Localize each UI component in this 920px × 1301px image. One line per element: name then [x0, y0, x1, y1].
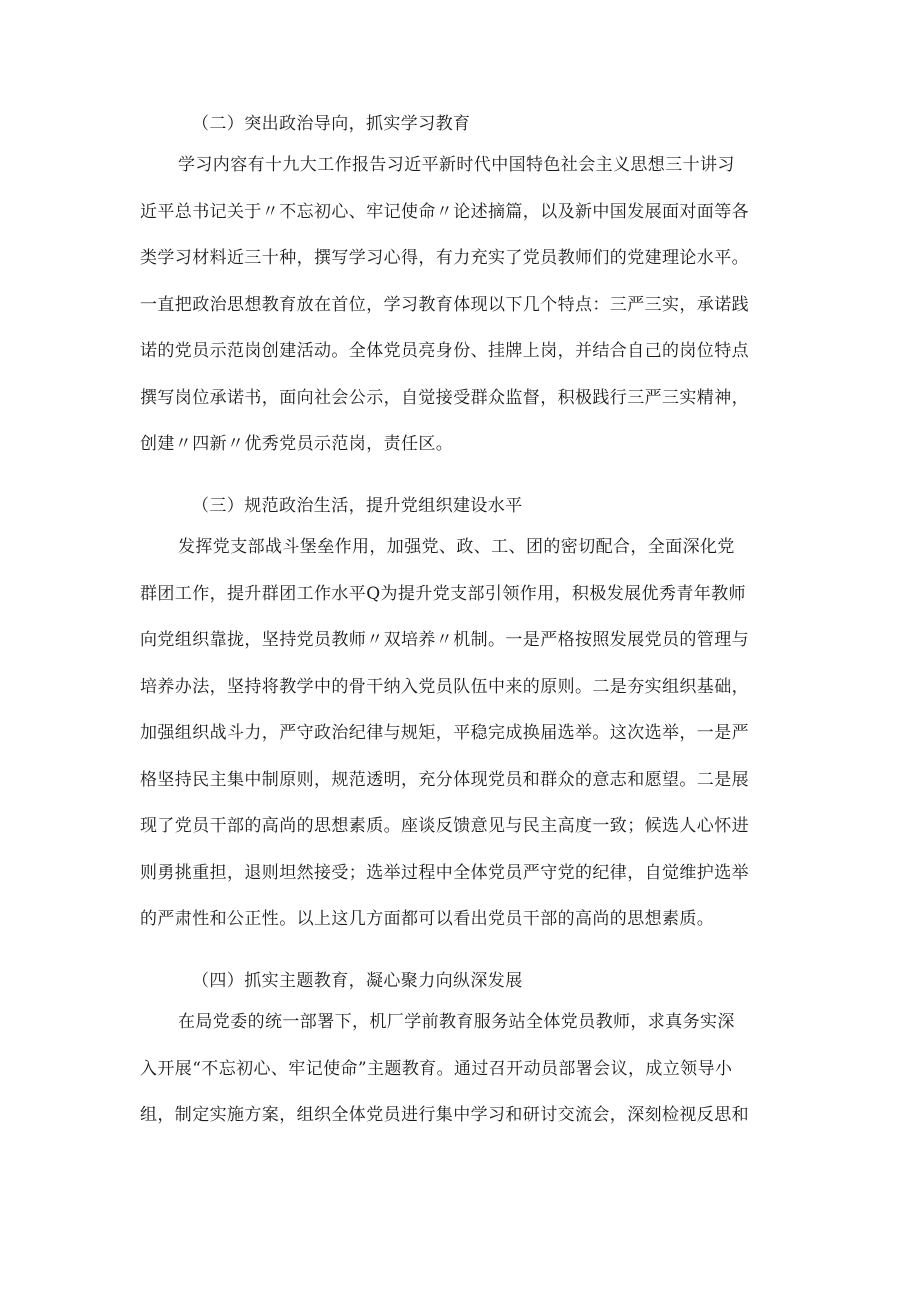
paragraph-line: 诺的党员示范岗创建活动。全体党员亮身份、挂牌上岗，并结合自己的岗位特点 — [140, 341, 749, 361]
paragraph-line: 类学习材料近三十种，撰写学习心得，有力充实了党员教师们的党建理论水平。 — [140, 248, 749, 268]
paragraph-line: 群团工作，提升群团工作水平Q为提升党支部引领作用，积极发展优秀青年教师 — [140, 584, 746, 604]
paragraph-line: 发挥党支部战斗堡垒作用，加强党、政、工、团的密切配合，全面深化党 — [178, 537, 735, 557]
heading-section-4: （四）抓实主题教育，凝心聚力向纵深发展 — [192, 971, 523, 991]
paragraph-line: 创建〃四新〃优秀党员示范岗，责任区。 — [140, 434, 454, 454]
paragraph-line: 一直把政治思想教育放在首位，学习教育体现以下几个特点：三严三实，承诺践 — [140, 295, 749, 315]
paragraph-line: 组，制定实施方案，组织全体党员进行集中学习和研讨交流会，深刻检视反思和 — [140, 1105, 749, 1125]
paragraph-line: 向党组织靠拢，坚持党员教师〃双培养〃机制。一是严格按照发展党员的管理与 — [140, 630, 749, 650]
paragraph-line: 学习内容有十九大工作报告习近平新时代中国特色社会主义思想三十讲习 — [178, 155, 735, 175]
paragraph-line: 格坚持民主集中制原则，规范透明，充分体现党员和群众的意志和愿望。二是展 — [140, 770, 749, 790]
heading-section-3: （三）规范政治生活，提升党组织建设水平 — [192, 496, 523, 516]
paragraph-line: 撰写岗位承诺书，面向社会公示，自觉接受群众监督，积极践行三严三实精神， — [140, 388, 749, 408]
paragraph-line: 近平总书记关于〃不忘初心、牢记使命〃论述摘篇，以及新中国发展面对面等各 — [140, 202, 749, 222]
paragraph-line: 入开展“不忘初心、牢记使命”主题教育。通过召开动员部署会议，成立领导小 — [140, 1059, 733, 1079]
heading-section-2: （二）突出政治导向，抓实学习教育 — [192, 114, 471, 134]
paragraph-line: 现了党员干部的高尚的思想素质。座谈反馈意见与民主高度一致；候选人心怀进 — [140, 816, 749, 836]
paragraph-line: 加强组织战斗力，严守政治纪律与规矩，平稳完成换届选举。这次选举，一是严 — [140, 723, 749, 743]
paragraph-line: 则勇挑重担，退则坦然接受；选举过程中全体党员严守党的纪律，自觉维护选举 — [140, 863, 749, 883]
paragraph-line: 的严肃性和公正性。以上这几方面都可以看出党员干部的高尚的思想素质。 — [140, 909, 715, 929]
paragraph-line: 在局党委的统一部署下，机厂学前教育服务站全体党员教师，求真务实深 — [178, 1012, 735, 1032]
paragraph-line: 培养办法，坚持将教学中的骨干纳入党员队伍中来的原则。二是夯实组织基础， — [140, 677, 749, 697]
